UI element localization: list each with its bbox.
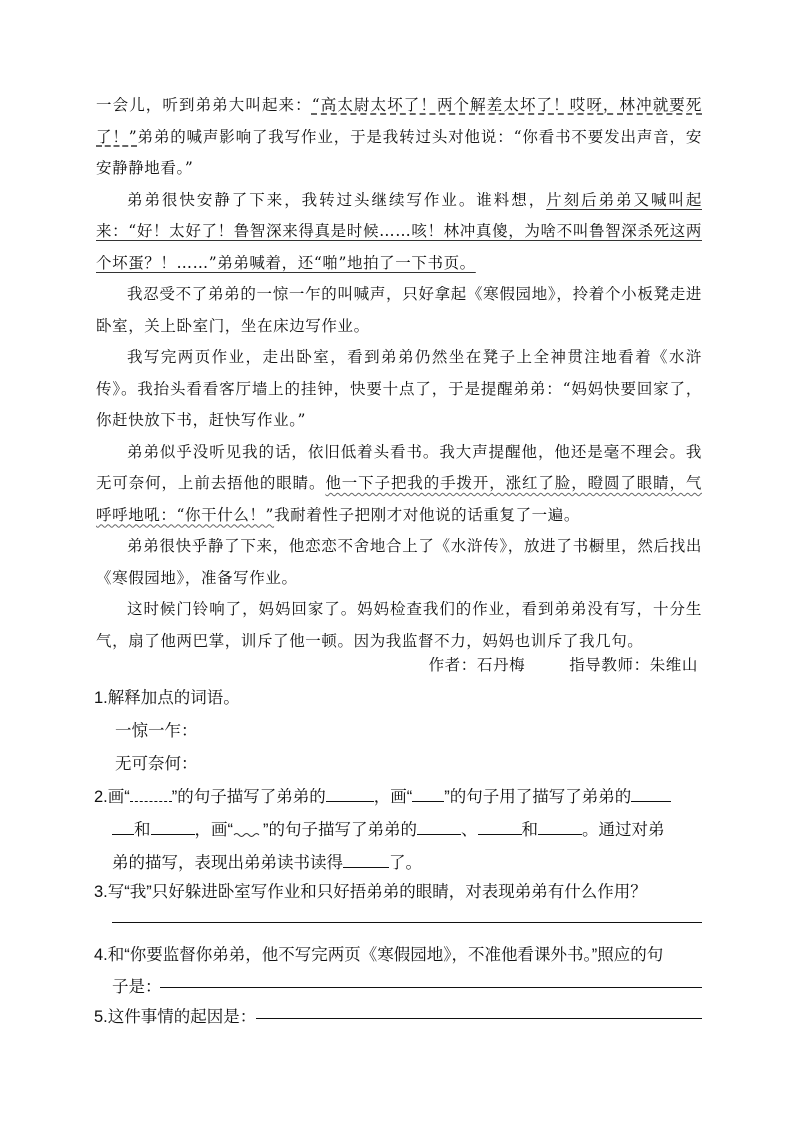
story-paragraph-1	[96, 90, 702, 185]
question-text: 、	[461, 821, 478, 839]
answer-blank[interactable]	[151, 818, 195, 835]
question-1-item-a: 一惊一乍：	[115, 722, 198, 740]
question-4-line-1: 4.和“你要监督你弟弟，他不写完两页《寒假园地》，不准他看课外书。”照应的句	[94, 946, 664, 964]
wavy-line-sample	[233, 823, 263, 835]
author-credit: 作者：石丹梅	[428, 656, 526, 674]
question-4-line-2: 子是：	[112, 978, 162, 996]
dashed-line-sample	[130, 789, 172, 802]
answer-blank[interactable]	[417, 818, 461, 835]
solid-line-sample	[412, 789, 444, 802]
story-paragraph-4: 我写完两页作业，走出卧室，看到弟弟仍然坐在凳子上全神贯注地看着《水浒传》。我抬头看看客厅墙上的挂钟，快要十点了，于是提醒弟弟：“妈妈快要回家了，你赶快放下书，赶快写作业。”	[96, 348, 702, 429]
question-2-line-3	[112, 849, 422, 873]
story-text	[96, 90, 702, 657]
wavy-underlined-sentence: 他一下子把我的手拨开，涨红了脸，瞪圆了眼睛，气呼呼地吼：“你干什么！”	[96, 474, 702, 524]
question-text: 和	[134, 821, 151, 839]
question-text: 弟的描写，表现出弟弟读书读得	[112, 854, 343, 872]
story-text-segment: 弟弟的喊声影响了我写作业，于是我转过头对他说：“你看书不要发出声音，安安静静地看。”	[96, 127, 702, 177]
question-1-title: 1.解释加点的词语。	[94, 689, 240, 707]
question-text: 了。	[389, 854, 422, 872]
question-5-answer-line[interactable]	[256, 1018, 702, 1019]
teacher-credit: 指导教师：朱维山	[569, 656, 698, 674]
answer-blank[interactable]	[326, 785, 374, 802]
story-paragraph-6: 弟弟很快乎静了下来，他恋恋不舍地合上了《水浒传》，放进了书橱里，然后找出《寒假园地》，准备写作业。	[96, 537, 702, 587]
story-text-segment: 一会儿，听到弟弟大叫起来：	[96, 96, 312, 114]
question-4-answer-line[interactable]	[160, 987, 702, 988]
story-text-segment: 我耐着性子把刚才对他说的话重复了一遍。	[274, 505, 580, 524]
question-text: 。通过对弟	[582, 821, 665, 839]
answer-blank[interactable]	[343, 851, 389, 868]
solid-underlined-sentence: 片刻后弟弟又喊叫起来：“好！太好了！鲁智深来得真是时候……咳！林冲真傻，为啥不叫鲁智深杀死这两个坏蛋？！……”弟弟喊着，还“啪”地拍了一下书页。	[96, 190, 702, 272]
story-text-segment: 弟弟很快安静了下来，我转过头继续写作业。谁料想，	[127, 190, 547, 209]
story-paragraph-2	[96, 185, 702, 280]
question-text: ，画“	[373, 788, 413, 806]
question-text: 2.画“	[94, 788, 130, 806]
question-text: ，画“	[194, 821, 233, 839]
question-text: 和	[521, 821, 538, 839]
question-text: ”的句子描写了弟弟的	[171, 788, 326, 806]
question-2-line-2	[112, 816, 665, 840]
question-3-title: 3.写“我”只好躲进卧室写作业和只好捂弟弟的眼睛，对表现弟弟有什么作用？	[94, 883, 647, 901]
question-2-line-1	[94, 783, 671, 807]
question-text: ”的句子用了描写了弟弟的	[444, 788, 632, 806]
story-paragraph-3: 我忍受不了弟弟的一惊一乍的叫喊声，只好拿起《寒假园地》，拎着个小板凳走进卧室，关上卧室门，坐在床边写作业。	[96, 285, 702, 335]
story-paragraph-5	[96, 437, 702, 532]
question-text: ”的句子描写了弟弟的	[263, 821, 417, 839]
answer-blank[interactable]	[478, 818, 522, 835]
answer-blank[interactable]	[538, 818, 582, 835]
story-text-segment: 弟弟似乎没听见我的话，依旧低着头看书。我大声提醒他，他还是毫不理会。我无可奈何，上前去捂他的眼睛。	[96, 442, 702, 492]
story-paragraph-7: 这时候门铃响了，妈妈回家了。妈妈检查我们的作业，看到弟弟没有写，十分生气，扇了他两巴掌，训斥了他一顿。因为我监督不力，妈妈也训斥了我几句。	[96, 600, 702, 650]
wavy-line-icon	[233, 825, 263, 839]
story-credit	[429, 653, 698, 675]
question-1-item-b: 无可奈何：	[115, 755, 198, 773]
answer-blank[interactable]	[631, 785, 671, 802]
dashed-underlined-sentence: “高太尉太坏了！两个解差太坏了！哎呀，林冲就要死了！”	[96, 96, 703, 146]
question-5-title: 5.这件事情的起因是：	[94, 1008, 257, 1026]
question-3-answer-line[interactable]	[112, 922, 702, 923]
answer-blank[interactable]	[112, 818, 134, 835]
